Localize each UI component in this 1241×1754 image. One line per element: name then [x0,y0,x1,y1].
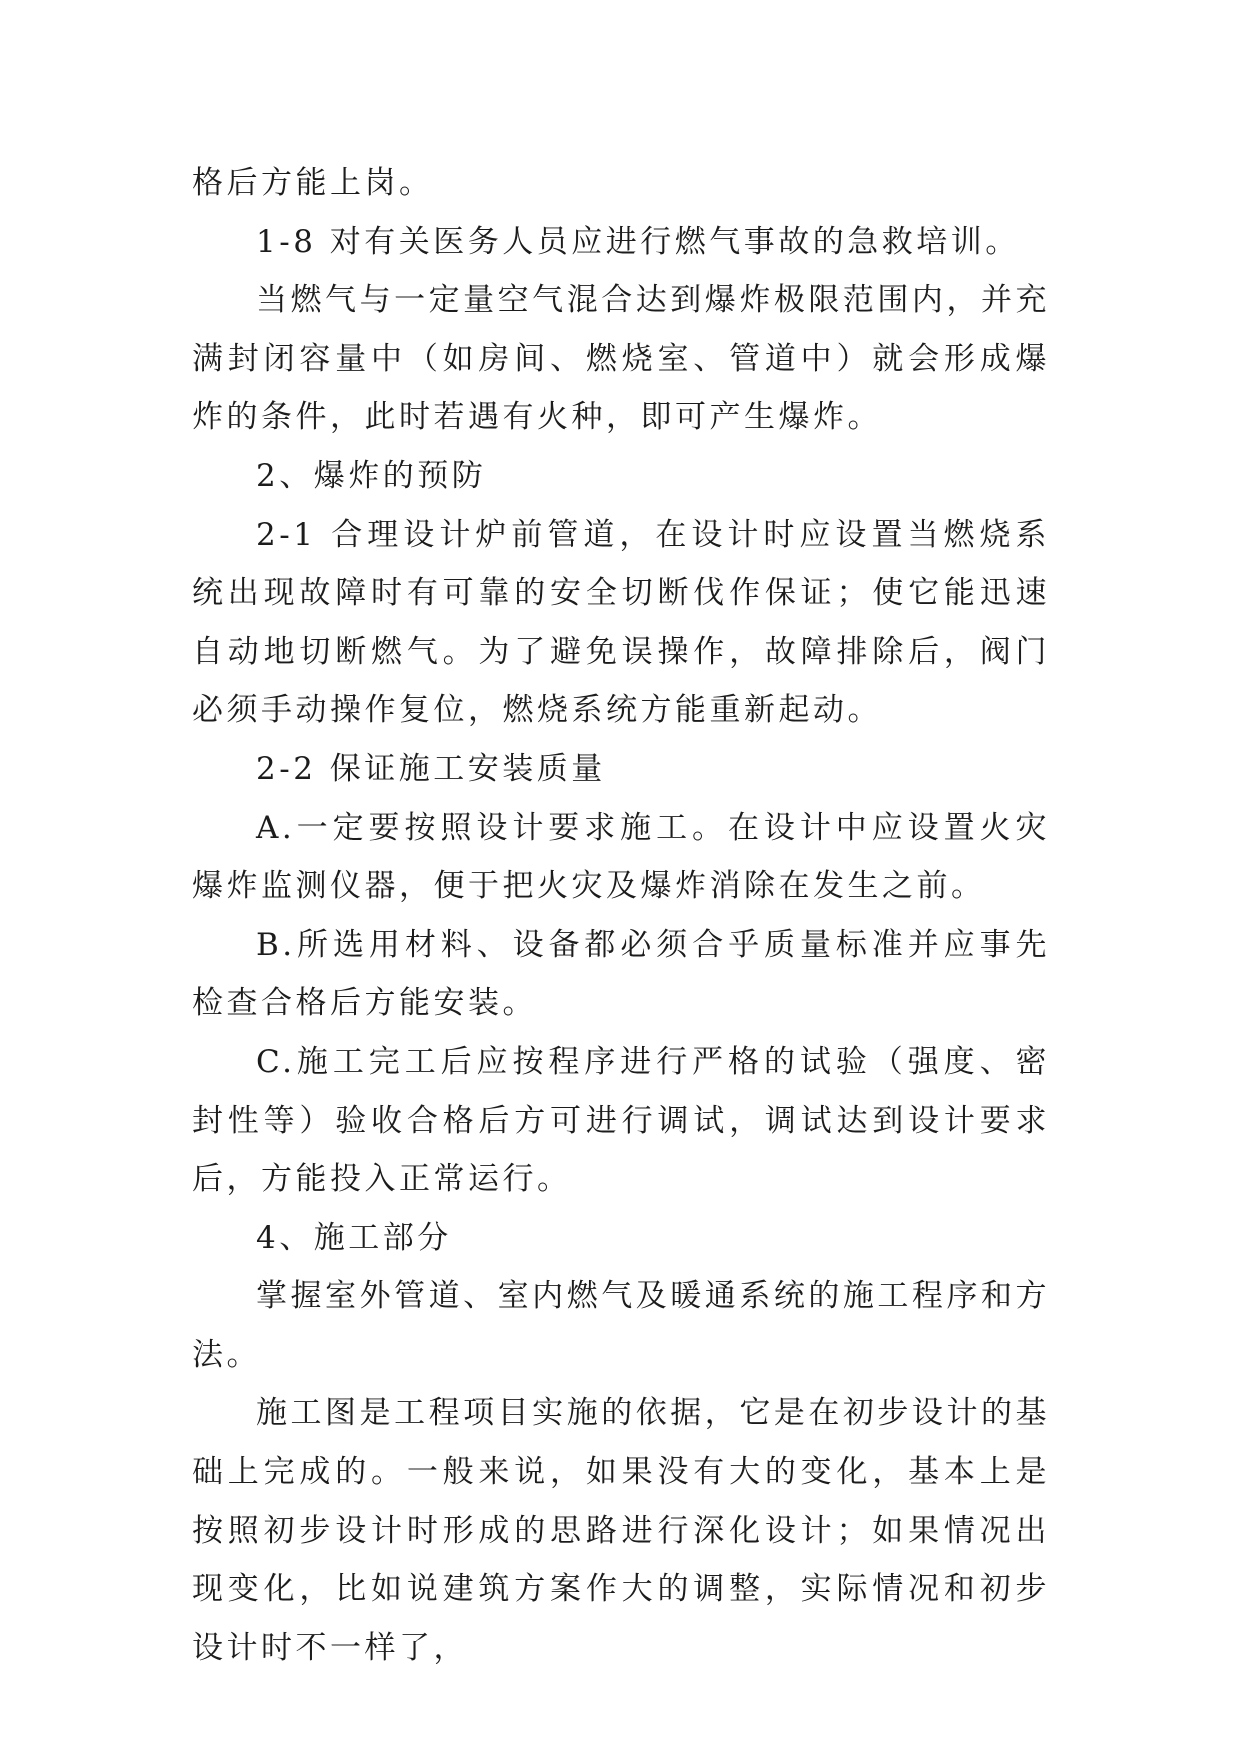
section-heading: 2、爆炸的预防 [256,457,487,494]
paragraph: 掌握室外管道、室内燃气及暖通系统的施工程序和方法。 [192,1278,1050,1373]
subsection-heading: 2-2 保证施工安装质量 [256,750,606,787]
list-item: C.施工完工后应按程序进行严格的试验（强度、密封性等）验收合格后方可进行调试，调试达到设计要求后，方能投入正常运行。 [192,1043,1050,1198]
list-item: B.所选用材料、设备都必须合乎质量标准并应事先检查合格后方能安装。 [192,926,1050,1022]
paragraph: 施工图是工程项目实施的依据，它是在初步设计的基础上完成的。一般来说，如果没有大的变化，基本上是按照初步设计时形成的思路进行深化设计；如果情况出现变化，比如说建筑方案作大的调整，实际情况和初步设计时不一样了， [192,1395,1050,1666]
paragraph: 2-1 合理设计炉前管道，在设计时应设置当燃烧系统出现故障时有可靠的安全切断伐作保证；使它能迅速自动地切断燃气。为了避免误操作，故障排除后，阀门必须手动操作复位，燃烧系统方能重新起动。 [192,516,1050,729]
paragraph: 1-8 对有关医务人员应进行燃气事故的急救培训。 [256,223,1020,260]
paragraph: 当燃气与一定量空气混合达到爆炸极限范围内，并充满封闭容量中（如房间、燃烧室、管道中）就会形成爆炸的条件，此时若遇有火种，即可产生爆炸。 [192,282,1050,436]
paragraph: 格后方能上岗。 [192,165,434,201]
section-heading: 4、施工部分 [256,1219,452,1256]
list-item: A.一定要按照设计要求施工。在设计中应设置火灾爆炸监测仪器，便于把火灾及爆炸消除在发生之前。 [192,809,1050,905]
document-page [192,154,1050,1677]
